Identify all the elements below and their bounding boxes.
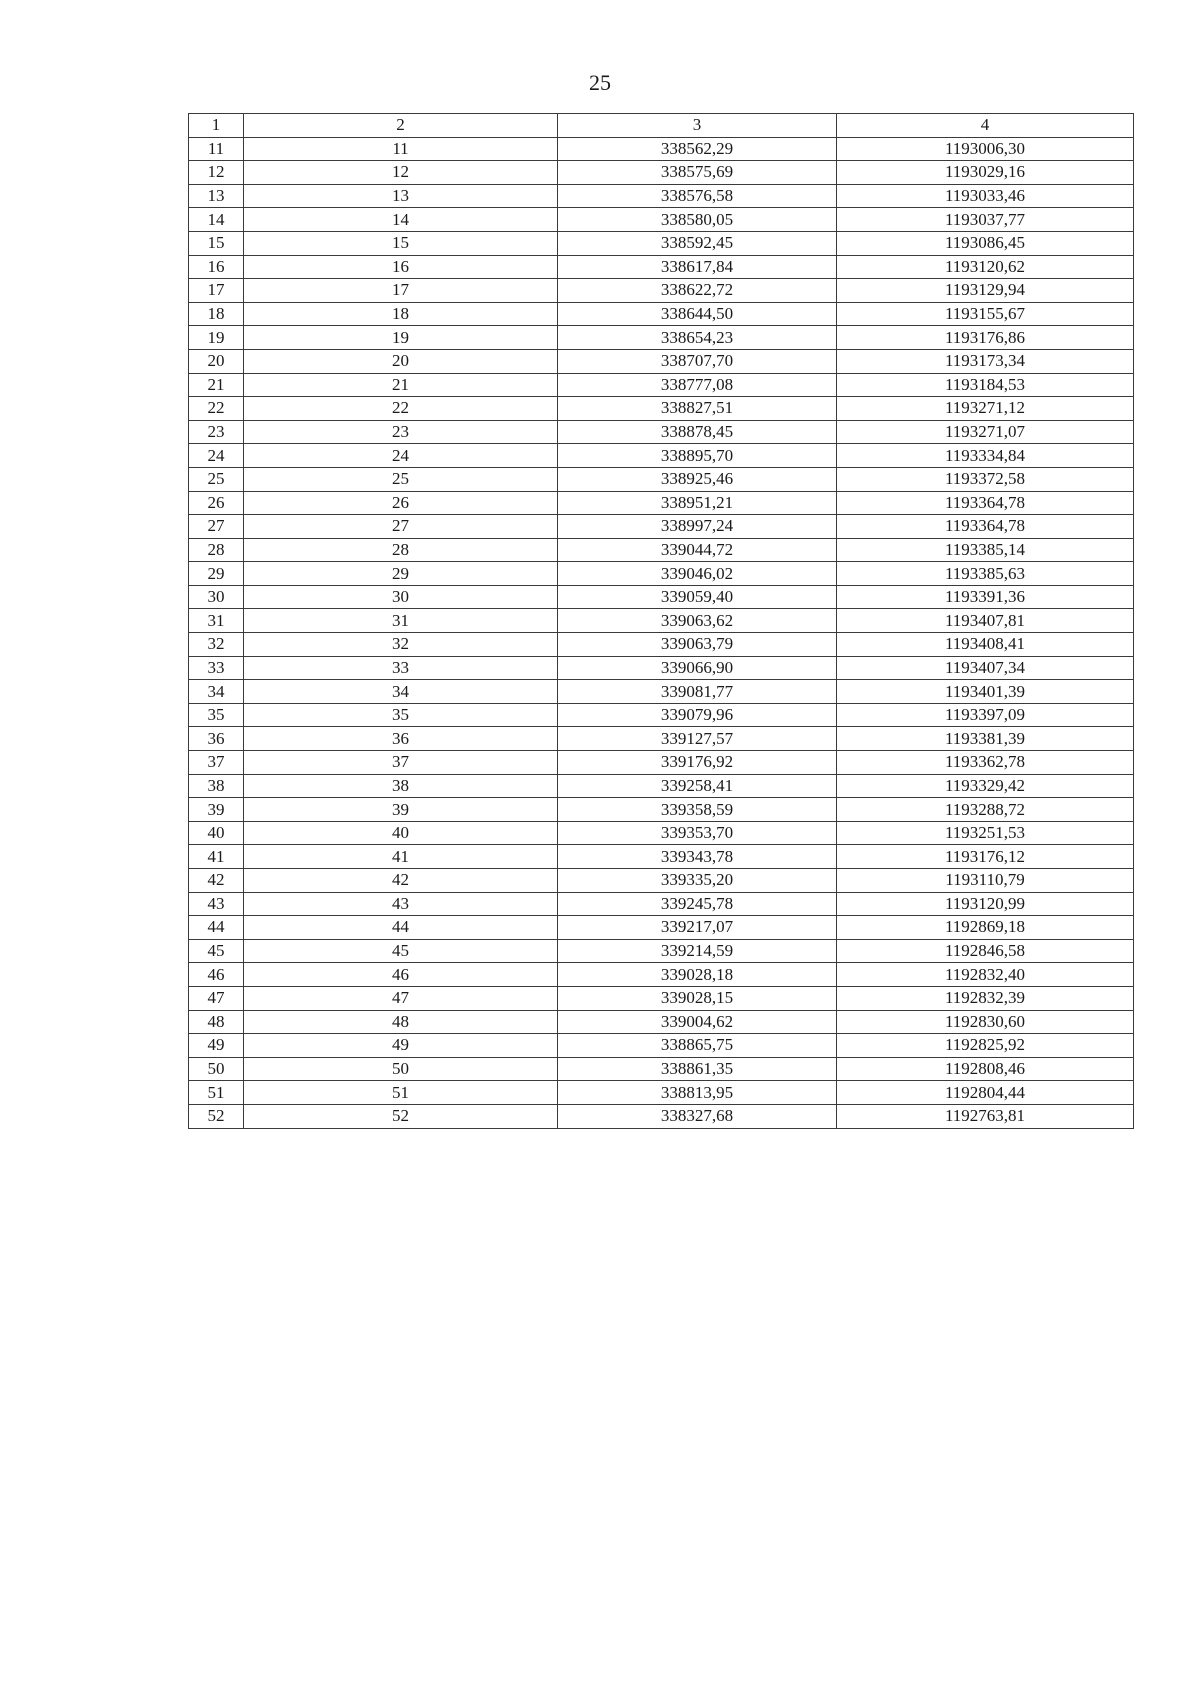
point-number-cell: 47 [244,986,558,1010]
row-number-cell: 51 [189,1081,244,1105]
row-number-cell: 31 [189,609,244,633]
point-number-cell: 16 [244,255,558,279]
row-number-cell: 33 [189,656,244,680]
x-coordinate-cell: 339214,59 [558,939,837,963]
table-row [189,963,1134,987]
row-number-cell: 38 [189,774,244,798]
point-number-cell: 39 [244,798,558,822]
row-number-cell: 49 [189,1034,244,1058]
row-number-cell: 36 [189,727,244,751]
x-coordinate-cell: 339063,62 [558,609,837,633]
row-number-cell: 34 [189,680,244,704]
row-number-cell: 44 [189,916,244,940]
page-number: 25 [589,70,611,95]
table-row [189,656,1134,680]
row-number-cell: 29 [189,562,244,586]
table-row [189,869,1134,893]
table-row [189,939,1134,963]
row-number-cell: 12 [189,161,244,185]
point-number-cell: 45 [244,939,558,963]
header-cell-3: 3 [558,114,837,138]
x-coordinate-cell: 338576,58 [558,184,837,208]
y-coordinate-cell: 1193381,39 [837,727,1134,751]
x-coordinate-cell: 339217,07 [558,916,837,940]
y-coordinate-cell: 1193372,58 [837,467,1134,491]
point-number-cell: 49 [244,1034,558,1058]
row-number-cell: 15 [189,231,244,255]
point-number-cell: 34 [244,680,558,704]
header-cell-1: 1 [189,114,244,138]
point-number-cell: 51 [244,1081,558,1105]
row-number-cell: 21 [189,373,244,397]
point-number-cell: 25 [244,467,558,491]
point-number-cell: 24 [244,444,558,468]
point-number-cell: 28 [244,538,558,562]
x-coordinate-cell: 339044,72 [558,538,837,562]
row-number-cell: 11 [189,137,244,161]
y-coordinate-cell: 1193271,07 [837,420,1134,444]
table-row [189,420,1134,444]
point-number-cell: 15 [244,231,558,255]
y-coordinate-cell: 1193037,77 [837,208,1134,232]
point-number-cell: 48 [244,1010,558,1034]
point-number-cell: 50 [244,1057,558,1081]
row-number-cell: 50 [189,1057,244,1081]
point-number-cell: 20 [244,349,558,373]
table-row [189,255,1134,279]
x-coordinate-cell: 339176,92 [558,751,837,775]
row-number-cell: 23 [189,420,244,444]
point-number-cell: 31 [244,609,558,633]
x-coordinate-cell: 338562,29 [558,137,837,161]
point-number-cell: 38 [244,774,558,798]
table-row [189,1034,1134,1058]
row-number-cell: 20 [189,349,244,373]
table-row [189,1104,1134,1128]
table-row [189,727,1134,751]
point-number-cell: 36 [244,727,558,751]
x-coordinate-cell: 338580,05 [558,208,837,232]
table-row [189,703,1134,727]
table-row [189,302,1134,326]
point-number-cell: 26 [244,491,558,515]
table-row [189,892,1134,916]
row-number-cell: 19 [189,326,244,350]
x-coordinate-cell: 339127,57 [558,727,837,751]
row-number-cell: 47 [189,986,244,1010]
y-coordinate-cell: 1192832,40 [837,963,1134,987]
x-coordinate-cell: 339066,90 [558,656,837,680]
row-number-cell: 40 [189,821,244,845]
x-coordinate-cell: 339079,96 [558,703,837,727]
table-row [189,137,1134,161]
x-coordinate-cell: 339028,15 [558,986,837,1010]
row-number-cell: 37 [189,751,244,775]
x-coordinate-cell: 339063,79 [558,633,837,657]
row-number-cell: 32 [189,633,244,657]
row-number-cell: 35 [189,703,244,727]
y-coordinate-cell: 1193397,09 [837,703,1134,727]
y-coordinate-cell: 1193407,81 [837,609,1134,633]
x-coordinate-cell: 338861,35 [558,1057,837,1081]
table-row [189,515,1134,539]
x-coordinate-cell: 338644,50 [558,302,837,326]
y-coordinate-cell: 1193086,45 [837,231,1134,255]
point-number-cell: 18 [244,302,558,326]
table-row [189,633,1134,657]
point-number-cell: 11 [244,137,558,161]
table-row [189,916,1134,940]
row-number-cell: 18 [189,302,244,326]
x-coordinate-cell: 338997,24 [558,515,837,539]
x-coordinate-cell: 338592,45 [558,231,837,255]
point-number-cell: 23 [244,420,558,444]
point-number-cell: 41 [244,845,558,869]
y-coordinate-cell: 1193288,72 [837,798,1134,822]
y-coordinate-cell: 1193029,16 [837,161,1134,185]
point-number-cell: 35 [244,703,558,727]
point-number-cell: 33 [244,656,558,680]
point-number-cell: 29 [244,562,558,586]
point-number-cell: 27 [244,515,558,539]
y-coordinate-cell: 1193334,84 [837,444,1134,468]
x-coordinate-cell: 338925,46 [558,467,837,491]
x-coordinate-cell: 339004,62 [558,1010,837,1034]
table-row [189,349,1134,373]
y-coordinate-cell: 1193184,53 [837,373,1134,397]
y-coordinate-cell: 1193006,30 [837,137,1134,161]
row-number-cell: 17 [189,279,244,303]
point-number-cell: 30 [244,585,558,609]
table-row [189,585,1134,609]
y-coordinate-cell: 1192804,44 [837,1081,1134,1105]
row-number-cell: 48 [189,1010,244,1034]
table-row [189,491,1134,515]
y-coordinate-cell: 1193385,14 [837,538,1134,562]
table-row [189,821,1134,845]
point-number-cell: 46 [244,963,558,987]
point-number-cell: 52 [244,1104,558,1128]
row-number-cell: 25 [189,467,244,491]
table-header-row [189,114,1134,138]
coordinates-table [188,113,1134,1129]
table-row [189,798,1134,822]
x-coordinate-cell: 338327,68 [558,1104,837,1128]
x-coordinate-cell: 339081,77 [558,680,837,704]
x-coordinate-cell: 338878,45 [558,420,837,444]
y-coordinate-cell: 1193129,94 [837,279,1134,303]
table-row [189,774,1134,798]
row-number-cell: 28 [189,538,244,562]
x-coordinate-cell: 338827,51 [558,397,837,421]
y-coordinate-cell: 1193391,36 [837,585,1134,609]
y-coordinate-cell: 1192869,18 [837,916,1134,940]
x-coordinate-cell: 339028,18 [558,963,837,987]
table-row [189,609,1134,633]
y-coordinate-cell: 1192846,58 [837,939,1134,963]
row-number-cell: 41 [189,845,244,869]
table-row [189,208,1134,232]
point-number-cell: 37 [244,751,558,775]
y-coordinate-cell: 1193329,42 [837,774,1134,798]
y-coordinate-cell: 1193364,78 [837,491,1134,515]
table-row [189,444,1134,468]
y-coordinate-cell: 1192825,92 [837,1034,1134,1058]
table-row [189,184,1134,208]
row-number-cell: 13 [189,184,244,208]
row-number-cell: 43 [189,892,244,916]
table-row [189,845,1134,869]
table-body [189,114,1134,1129]
y-coordinate-cell: 1192830,60 [837,1010,1134,1034]
table-row [189,467,1134,491]
row-number-cell: 26 [189,491,244,515]
x-coordinate-cell: 338617,84 [558,255,837,279]
x-coordinate-cell: 338813,95 [558,1081,837,1105]
y-coordinate-cell: 1193033,46 [837,184,1134,208]
table-row [189,326,1134,350]
point-number-cell: 21 [244,373,558,397]
table-row [189,397,1134,421]
point-number-cell: 17 [244,279,558,303]
row-number-cell: 16 [189,255,244,279]
x-coordinate-cell: 339258,41 [558,774,837,798]
header-cell-2: 2 [244,114,558,138]
point-number-cell: 22 [244,397,558,421]
row-number-cell: 45 [189,939,244,963]
y-coordinate-cell: 1192832,39 [837,986,1134,1010]
y-coordinate-cell: 1193120,99 [837,892,1134,916]
x-coordinate-cell: 339343,78 [558,845,837,869]
x-coordinate-cell: 339059,40 [558,585,837,609]
x-coordinate-cell: 339353,70 [558,821,837,845]
point-number-cell: 19 [244,326,558,350]
y-coordinate-cell: 1193251,53 [837,821,1134,845]
y-coordinate-cell: 1193110,79 [837,869,1134,893]
y-coordinate-cell: 1193362,78 [837,751,1134,775]
y-coordinate-cell: 1193155,67 [837,302,1134,326]
y-coordinate-cell: 1193408,41 [837,633,1134,657]
table-row [189,562,1134,586]
row-number-cell: 27 [189,515,244,539]
table-row [189,538,1134,562]
table-row [189,1057,1134,1081]
table-row [189,279,1134,303]
row-number-cell: 14 [189,208,244,232]
y-coordinate-cell: 1193401,39 [837,680,1134,704]
x-coordinate-cell: 338895,70 [558,444,837,468]
y-coordinate-cell: 1192808,46 [837,1057,1134,1081]
y-coordinate-cell: 1193176,86 [837,326,1134,350]
x-coordinate-cell: 338777,08 [558,373,837,397]
point-number-cell: 44 [244,916,558,940]
point-number-cell: 32 [244,633,558,657]
row-number-cell: 46 [189,963,244,987]
point-number-cell: 42 [244,869,558,893]
y-coordinate-cell: 1193120,62 [837,255,1134,279]
x-coordinate-cell: 338654,23 [558,326,837,350]
row-number-cell: 52 [189,1104,244,1128]
table-row [189,231,1134,255]
table-row [189,751,1134,775]
point-number-cell: 12 [244,161,558,185]
row-number-cell: 24 [189,444,244,468]
x-coordinate-cell: 338575,69 [558,161,837,185]
table-row [189,986,1134,1010]
table-row [189,1010,1134,1034]
point-number-cell: 13 [244,184,558,208]
y-coordinate-cell: 1193173,34 [837,349,1134,373]
y-coordinate-cell: 1193271,12 [837,397,1134,421]
table-row [189,373,1134,397]
table-row [189,1081,1134,1105]
x-coordinate-cell: 339335,20 [558,869,837,893]
x-coordinate-cell: 338951,21 [558,491,837,515]
row-number-cell: 30 [189,585,244,609]
y-coordinate-cell: 1193385,63 [837,562,1134,586]
x-coordinate-cell: 338707,70 [558,349,837,373]
point-number-cell: 40 [244,821,558,845]
x-coordinate-cell: 339046,02 [558,562,837,586]
y-coordinate-cell: 1193176,12 [837,845,1134,869]
header-cell-4: 4 [837,114,1134,138]
x-coordinate-cell: 338865,75 [558,1034,837,1058]
y-coordinate-cell: 1193364,78 [837,515,1134,539]
table-row [189,680,1134,704]
y-coordinate-cell: 1192763,81 [837,1104,1134,1128]
row-number-cell: 42 [189,869,244,893]
x-coordinate-cell: 339245,78 [558,892,837,916]
y-coordinate-cell: 1193407,34 [837,656,1134,680]
table-row [189,161,1134,185]
x-coordinate-cell: 339358,59 [558,798,837,822]
row-number-cell: 39 [189,798,244,822]
row-number-cell: 22 [189,397,244,421]
point-number-cell: 43 [244,892,558,916]
x-coordinate-cell: 338622,72 [558,279,837,303]
point-number-cell: 14 [244,208,558,232]
